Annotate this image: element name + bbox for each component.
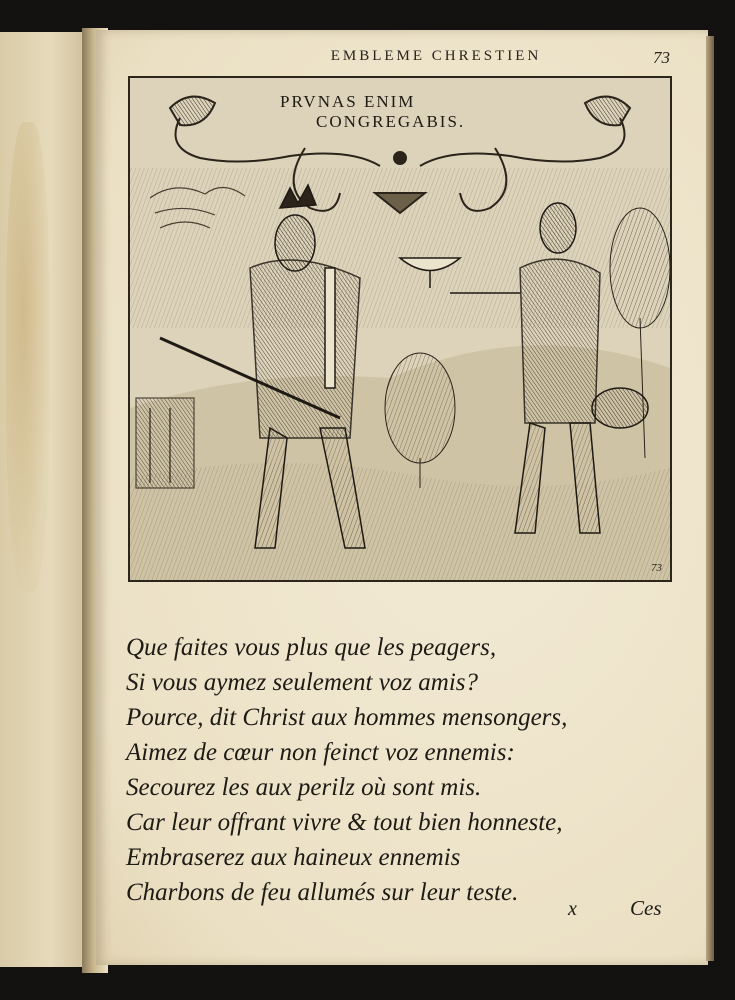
- ruined-tower: [136, 398, 194, 488]
- catchword: Ces: [630, 896, 662, 920]
- verse-block: [126, 630, 686, 910]
- emblem-engraving: [128, 76, 672, 582]
- signature-mark: x: [568, 898, 577, 920]
- verse-line: Aimez de cœur non feinct voz ennemis:: [126, 739, 515, 766]
- verse-line: Car leur offrant vivre & tout bien honneste,: [126, 809, 563, 836]
- verse-line: Secourez les aux perilz où sont mis.: [126, 774, 482, 801]
- verse-line: Pource, dit Christ aux hommes mensongers,: [126, 704, 568, 731]
- verse-line: Si vous aymez seulement voz amis?: [126, 669, 479, 696]
- paper-stain: [6, 122, 50, 592]
- engraving-illustration: [130, 78, 670, 580]
- running-head: EMBLEME CHRESTIEN: [330, 48, 542, 64]
- previous-page-edge: [0, 32, 92, 967]
- book-page: [96, 30, 708, 965]
- verse-line: Que faites vous plus que les peagers,: [126, 634, 497, 661]
- emblem-motto-line: PRVNAS ENIM: [280, 92, 416, 111]
- page-edge: [706, 36, 714, 961]
- plate-number: 73: [651, 562, 662, 574]
- verse-line: Embraserez aux haineux ennemis: [126, 844, 461, 871]
- page-number: 73: [653, 48, 670, 67]
- emblem-motto-line: CONGREGABIS.: [316, 112, 466, 131]
- verse-line: Charbons de feu allumés sur leur teste.: [126, 879, 519, 906]
